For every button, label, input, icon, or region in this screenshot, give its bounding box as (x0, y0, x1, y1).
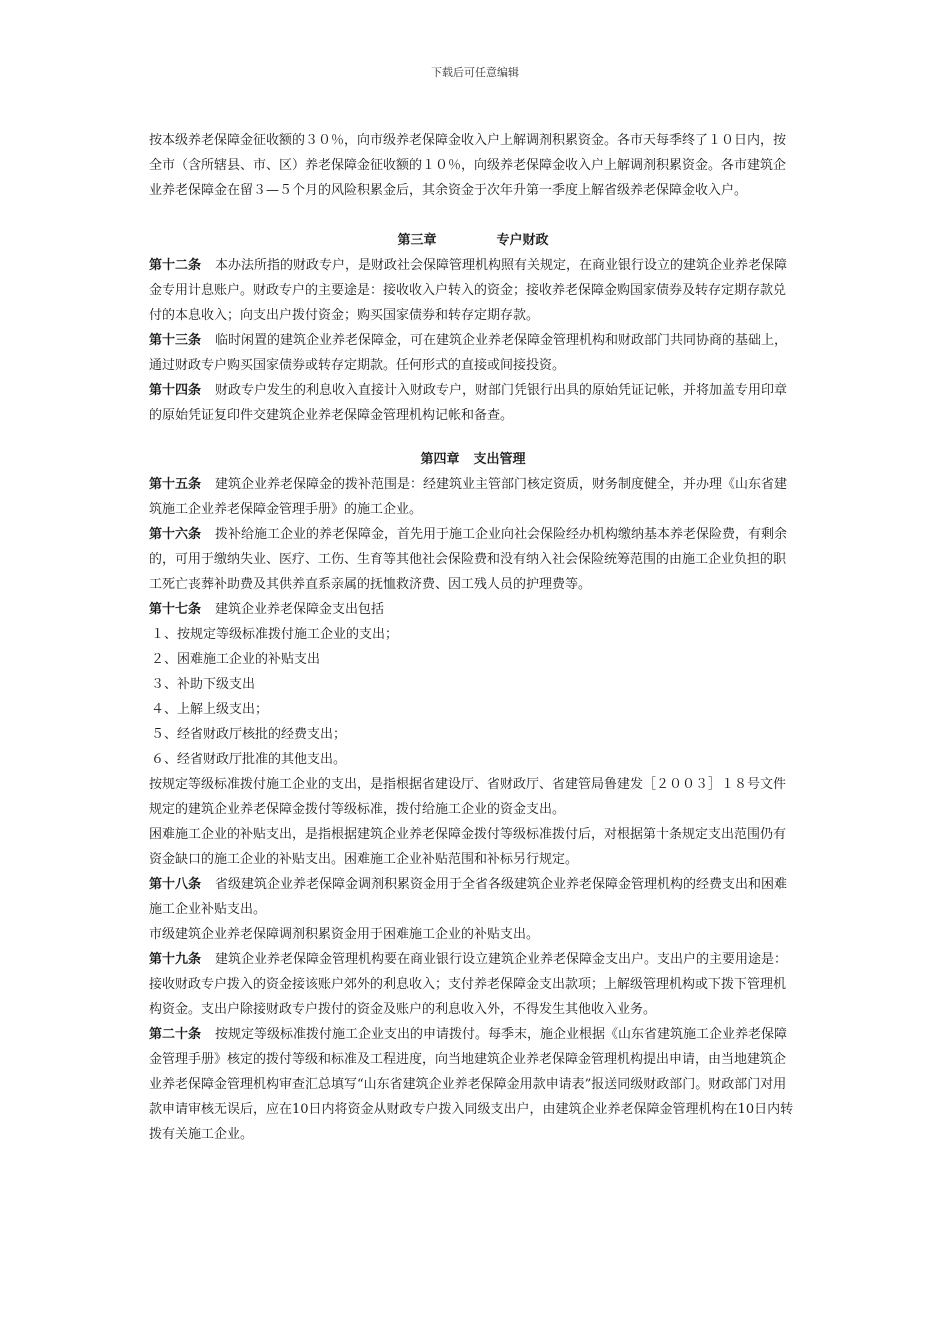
article-18 (149, 872, 797, 922)
page-header: 下载后可任意编辑 (431, 66, 519, 79)
article-17 (149, 597, 797, 622)
article-17-text: 建筑企业养老保障金支出包括 (215, 602, 385, 617)
article-20 (149, 1022, 797, 1147)
article-19-label: 第十九条 (149, 952, 202, 967)
article-19-text: 建筑企业养老保障金管理机构要在商业银行设立建筑企业养老保障金支出户。支出户的主要用途是：接收财政专户拨入的资金接该账户郊外的利息收入；支付养老保障金支出款项；上解级管理机构或下拨下管理机构资金。支出户除接财政专户拨付的资金及账户的利息收入外，不得发生其他收入业务。 (149, 952, 788, 1017)
chapter-4-number: 第四章 (420, 452, 460, 467)
chapter-4-title: 支出管理 (473, 452, 526, 467)
article-19 (149, 947, 797, 1022)
article-12-text: 本办法所指的财政专户，是财政社会保障管理机构照有关规定，在商业银行设立的建筑企业养老保障金专用计息账户。财政专户的主要途是：接收收入户转入的资金；接收养老保障金购国家债券及转存定期存款兑付的本息收入；向支出户拨付资金；购买国家债券和转存定期存款。 (149, 258, 788, 323)
article-15 (149, 472, 797, 522)
intro-paragraph: 按本级养老保障金征收额的３０％，向市级养老保障金收入户上解调剂积累资金。各市天每季终了１０日内，按全市（含所辖县、市、区）养老保障金征收额的１０％，向级养老保障金收入户上解调剂积累资金。各市建筑企业养老保障金在留３—５个月的风险积累金后，其余资金于次年升第一季度上解省级养老保障金收入户。 (149, 133, 787, 198)
list-item: ６、经省财政厅批准的其他支出。 (151, 752, 347, 767)
article-13-text: 临时闲置的建筑企业养老保障金，可在建筑企业养老保障金管理机构和财政部门共同协商的基础上，通过财政专户购买国家债券或转存定期款。任何形式的直接或间接投资。 (149, 333, 788, 373)
article-18-text: 省级建筑企业养老保障金调剂积累资金用于全省各级建筑企业养老保障金管理机构的经费支出和困难施工企业补贴支出。 (149, 877, 788, 917)
paragraph-subsidy: 困难施工企业的补贴支出，是指根据建筑企业养老保障金拨付等级标准拨付后，对根据第十条规定支出范围仍有资金缺口的施工企业的补贴支出。困难施工企业补贴范围和补标另行规定。 (149, 827, 787, 867)
chapter-3-heading (149, 228, 797, 253)
article-14-label: 第十四条 (149, 383, 202, 398)
article-16-label: 第十六条 (149, 527, 202, 542)
article-14 (149, 378, 797, 428)
article-15-label: 第十五条 (149, 477, 202, 492)
article-12 (149, 253, 797, 328)
chapter-4-heading (149, 447, 797, 472)
article-13-label: 第十三条 (149, 333, 202, 348)
article-20-text: 按规定等级标准拨付施工企业支出的申请拨付。每季末，施企业根据《山东省建筑施工企业养老保障金管理手册》核定的拨付等级和标准及工程进度，向当地建筑企业养老保障金管理机构提出申请，由当地建筑企业养老保障金管理机构审查汇总填写“山东省建筑企业养老保障金用款申请表”报送同级财政部门。财政部门对用款申请审核无误后，应在10日内将资金从财政专户拨入同级支出户，由建筑企业养老保障金管理机构在10日内转拨有关施工企业。 (149, 1027, 794, 1142)
list-item: ２、困难施工企业的补贴支出 (151, 652, 321, 667)
list-item: ５、经省财政厅核批的经费支出； (151, 727, 347, 742)
list-item: ４、上解上级支出； (151, 702, 269, 717)
chapter-3-title: 专户财政 (496, 233, 549, 248)
list-item: ３、补助下级支出 (151, 677, 256, 692)
article-20-label: 第二十条 (149, 1027, 202, 1042)
article-15-text: 建筑企业养老保障金的拨补范围是：经建筑业主管部门核定资质，财务制度健全，并办理《山东省建筑施工企业养老保障金管理手册》的施工企业。 (149, 477, 788, 517)
article-13 (149, 328, 797, 378)
article-14-text: 财政专户发生的利息收入直接计入财政专户，财部门凭银行出具的原始凭证记帐，并将加盖专用印章的原始凭证复印件交建筑企业养老保障金管理机构记帐和备查。 (149, 383, 788, 423)
article-12-label: 第十二条 (149, 258, 202, 273)
article-17-label: 第十七条 (149, 602, 202, 617)
list-item: １、按规定等级标准拨付施工企业的支出； (151, 627, 399, 642)
paragraph-standard-payment: 按规定等级标准拨付施工企业的支出，是指根据省建设厅、省财政厅、省建管局鲁建发［２００３］１８号文件规定的建筑企业养老保障金拨付等级标准，拨付给施工企业的资金支出。 (149, 777, 787, 817)
article-16 (149, 522, 797, 597)
article-18-label: 第十八条 (149, 877, 202, 892)
paragraph-city-level: 市级建筑企业养老保障调剂积累资金用于困难施工企业的补贴支出。 (149, 927, 540, 942)
document-body (149, 128, 797, 1147)
article-16-text: 拨补给施工企业的养老保障金，首先用于施工企业向社会保险经办机构缴纳基本养老保险费，有剩余的，可用于缴纳失业、医疗、工伤、生育等其他社会保险费和没有纳入社会保险统筹范围的由施工企业负担的职工死亡丧葬补助费及其供养直系亲属的抚恤救济费、因工残人员的护理费等。 (149, 527, 788, 592)
chapter-3-number: 第三章 (397, 233, 437, 248)
